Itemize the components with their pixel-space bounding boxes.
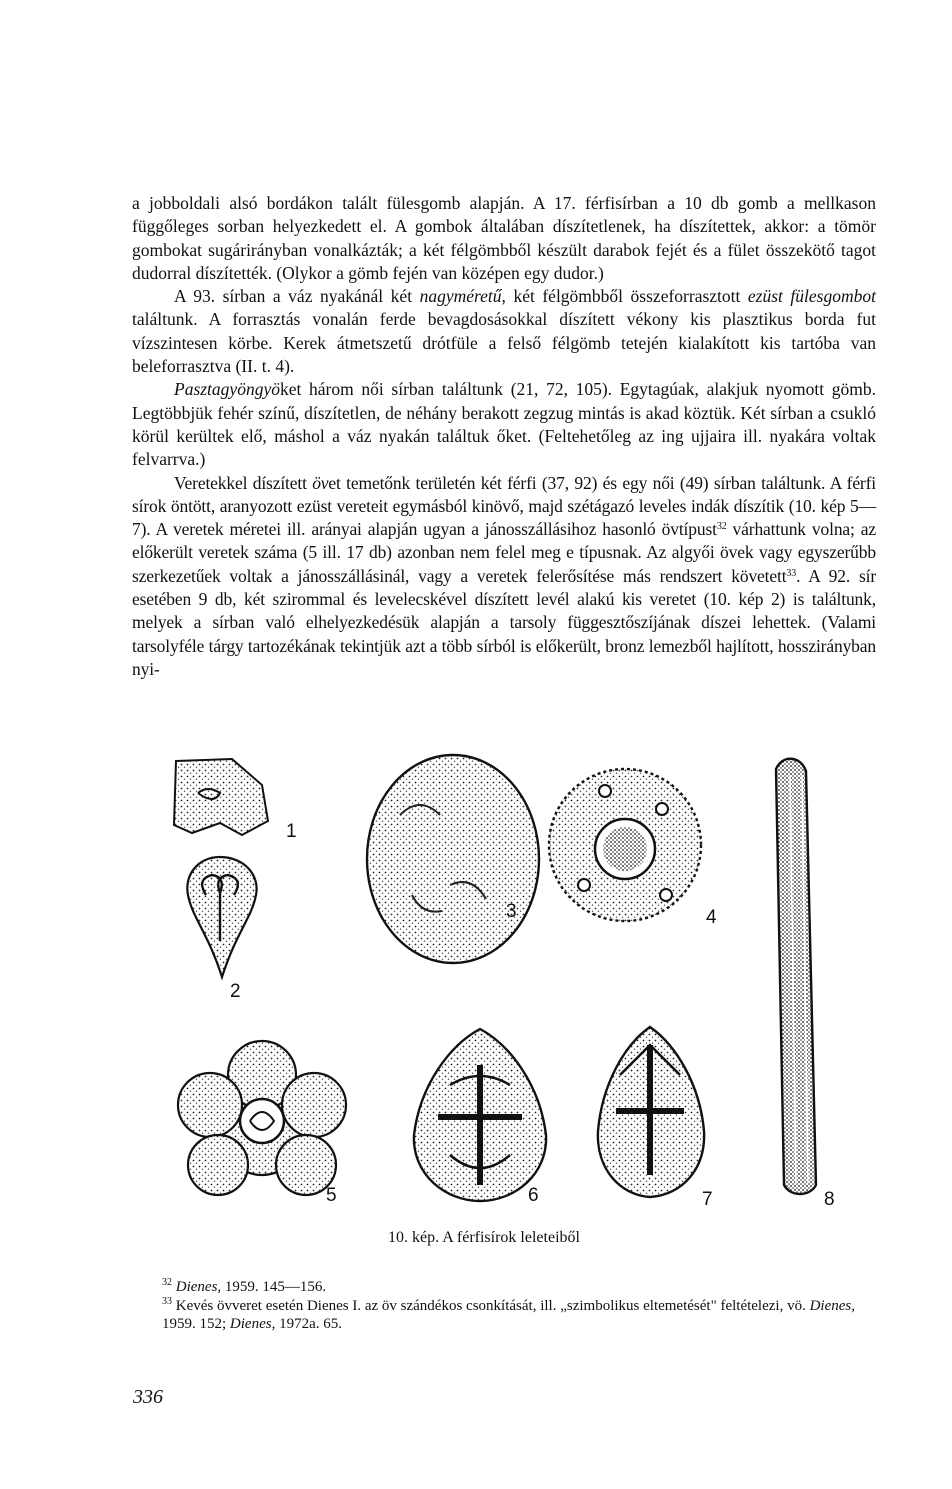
paragraph-4-italic: öv bbox=[312, 472, 329, 493]
paragraph-1 bbox=[132, 192, 876, 285]
paragraph-3 bbox=[132, 378, 876, 471]
artifact-5-rosette bbox=[178, 1041, 346, 1195]
paragraph-2-text: A 93. sírban a váz nyakánál két bbox=[174, 286, 420, 307]
paragraph-2 bbox=[132, 285, 876, 378]
footnote-number: 33 bbox=[162, 1295, 172, 1307]
footnote-ref-32[interactable]: 32 bbox=[716, 521, 727, 533]
footnote-text: 1959. 152; bbox=[162, 1316, 230, 1332]
artifact-figure bbox=[150, 745, 850, 1225]
artifact-8-strip bbox=[776, 759, 816, 1194]
artifact-4-round-mount bbox=[549, 769, 701, 921]
paragraph-4-text: Veretekkel díszített bbox=[174, 472, 313, 493]
figure-label-5: 5 bbox=[326, 1185, 337, 1206]
paragraph-4-text: et temetőnk területén két férfi (37, 92) és egy női (49) sírban találtunk. A férfi sírok öntött, aranyozott ezüst vereteit egymásból kinövő, majd szétágazó leveles indák díszítik (10. kép 5—7). A veretek méretei ill. arányai alapján ugyan a jánosszállásihoz hasonló övtípust bbox=[132, 472, 877, 540]
artifact-1-fragment bbox=[174, 759, 268, 835]
footnote-ref-33[interactable]: 33 bbox=[786, 567, 797, 579]
figure-caption: 10. kép. A férfisírok leleteiből bbox=[388, 1229, 580, 1246]
footnote-33 bbox=[132, 1297, 876, 1334]
figure-label-1: 1 bbox=[286, 821, 297, 842]
body-text bbox=[132, 192, 876, 681]
footnote-author: Dienes, bbox=[809, 1297, 855, 1314]
figure-label-2: 2 bbox=[230, 981, 241, 1002]
page-number: 336 bbox=[133, 1386, 163, 1408]
footnote-author: Dienes, bbox=[175, 1279, 222, 1295]
artifact-7-triangular-mount bbox=[598, 1027, 704, 1197]
paragraph-2-italic: nagyméretű, bbox=[419, 286, 506, 307]
artifact-6-cross-mount bbox=[414, 1029, 546, 1201]
paragraph-3-italic: Pasztagyöngyö bbox=[174, 379, 280, 400]
footnote-number: 32 bbox=[162, 1277, 172, 1288]
paragraph-2-text: találtunk. A forrasztás vonalán ferde bevagdosásokkal díszített vékony kis plasztikus borda fut vízszintesen körbe. Kerek átmetszetű drótfüle a felső félgömb tetején kialakított kis tartóba van beleforrasztva (II. t. 4). bbox=[132, 309, 876, 377]
footnote-text: Kevés övveret esetén Dienes I. az öv szándékos csonkítását, ill. „szimbolikus eltemetését" feltételezi, vö. bbox=[175, 1297, 810, 1314]
footnote-text: 1959. 145—156. bbox=[221, 1279, 327, 1295]
paragraph-4-text: várhattunk volna; az előkerült veretek száma (5 ill. 17 db) azonban nem felel meg e típusnak. Az algyői övek vagy egyszerűbb szerkezetűek voltak a jánosszállásinál, vagy a veretek felerősítése más rendszert követett bbox=[132, 519, 876, 586]
figure-label-8: 8 bbox=[824, 1189, 835, 1210]
figure-label-6: 6 bbox=[528, 1185, 539, 1206]
paragraph-1-text: a jobboldali alsó bordákon talált fülesgomb alapján. A 17. férfisírban a 10 db gomb a mellkason függőleges sorban helyezkedett el. A gombok általában díszítetlenek, ha díszítettek, akkor: a tömör gombokat sugárirányban vonalkázták; a két félgömbből készült darabok fejét és a fület összekötő tagot dudorral díszítették. (Olykor a gömb fején van középen egy dudor.) bbox=[132, 193, 876, 283]
figure-label-3: 3 bbox=[506, 901, 517, 922]
paragraph-2-text: két félgömbből összeforrasztott bbox=[505, 286, 748, 307]
figure-label-7: 7 bbox=[702, 1189, 713, 1210]
artifact-3-oval-button bbox=[367, 755, 539, 963]
footnote-32 bbox=[132, 1278, 876, 1297]
footnotes bbox=[132, 1278, 876, 1334]
footnote-text: 1972a. 65. bbox=[275, 1316, 342, 1332]
paragraph-4 bbox=[132, 472, 876, 682]
figure-label-4: 4 bbox=[706, 907, 717, 928]
artifact-drawings bbox=[150, 745, 850, 1225]
paragraph-2-italic: ezüst fülesgombot bbox=[747, 286, 876, 307]
paragraph-4-text: . A 92. sír esetében 9 db, két szirommal és levelecskével díszített levél alakú kis veretet (10. kép 2) is találtunk, melyek a sírban való elhelyezkedésük alapján a tarsoly függesztőszíjának díszei lehettek. (Valami tarsolyféle tárgy tartozékának tekintjük azt a több sírból is előkerült, bronz lemezből hajlított, hosszirányban nyi- bbox=[132, 565, 876, 679]
artifact-2-heart-mount bbox=[187, 857, 256, 977]
paragraph-3-text: ket három női sírban találtunk (21, 72, 105). Egytagúak, alakjuk nyomott gömb. Legtöbbjük fehér színű, díszítetlen, de néhány berakott zegzug mintás is akad köztük. Két sírban a csukló körül kerültek elő, máshol a váz nyakán találtuk őket. (Feltehetőleg az ing ujjaira ill. nyakára voltak felvarrva.) bbox=[132, 379, 876, 470]
footnote-author: Dienes, bbox=[229, 1316, 276, 1332]
